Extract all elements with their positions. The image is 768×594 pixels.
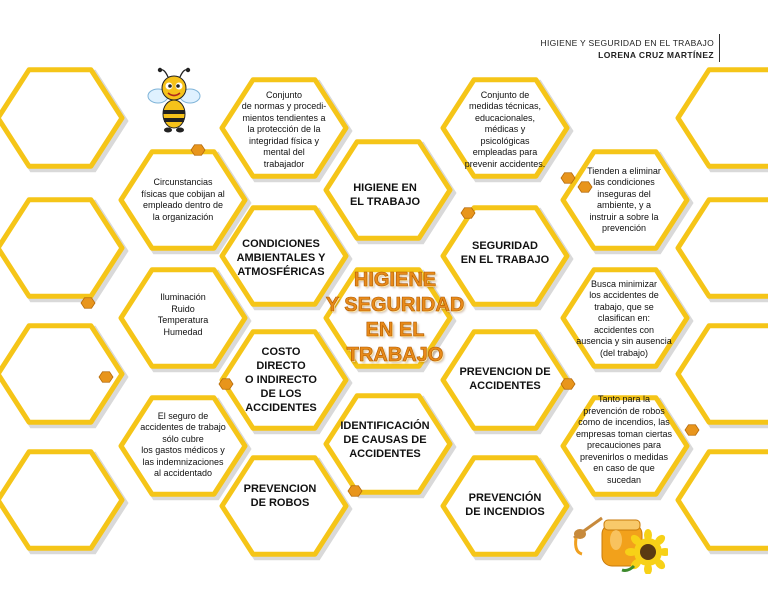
cell-identificacion: IDENTIFICACIÓN DE CAUSAS DE ACCIDENTES: [340, 420, 430, 460]
header-divider: [719, 34, 720, 62]
honey-drop-icon: [461, 208, 475, 219]
hex-cell: [678, 452, 768, 548]
cell-iluminacion: Iluminación Ruido Temperatura Humedad: [157, 292, 209, 337]
cell-higiene: HIGIENE EN EL TRABAJO: [349, 182, 421, 208]
cell-circunstancias: Circunstancias físicas que cobijan al empleado dentro de la organización: [141, 177, 225, 222]
cell-def-higiene: Conjunto de normas y procedi- mientos tendientes a la protección de la integridad física y mental del trabajador: [241, 89, 327, 169]
cell-condiciones: CONDICIONES AMBIENTALES Y ATMOSFÉRICAS: [236, 238, 326, 278]
cell-robos: PREVENCION DE ROBOS: [243, 483, 317, 509]
cell-eliminar: Tienden a eliminar las condiciones inseguras del ambiente, y a instruir a sobre la prevención: [587, 165, 661, 233]
hex-cell: [678, 70, 768, 166]
cell-costo: COSTO DIRECTO O INDIRECTO DE LOS ACCIDENTES: [245, 346, 317, 414]
central-title: HIGIENE Y SEGURIDAD EN EL TRABAJO: [325, 269, 465, 366]
page-header: [541, 37, 715, 61]
header-author: LORENA CRUZ MARTÍNEZ: [598, 50, 714, 60]
honey-drop-icon: [191, 145, 205, 156]
bee-icon: [146, 66, 202, 134]
honey-drop-icon: [99, 372, 113, 383]
cell-seguridad: SEGURIDAD EN EL TRABAJO: [460, 240, 550, 266]
hex-cell: [678, 200, 768, 296]
honey-drop-icon: [81, 298, 95, 309]
cell-minimizar: Busca minimizar los accidentes de trabajo, que se clasifican en: accidentes con ausencia y sin ausencia (del trabajo): [576, 278, 672, 358]
cell-incendios: PREVENCIÓN DE INCENDIOS: [465, 492, 545, 518]
honey-jar-icon: [572, 508, 668, 574]
cell-def-seguridad: Conjunto de medidas técnicas, educacionales, médicas y psicológicas empleadas para prevenir accidentes.: [464, 89, 546, 169]
hex-cell: [678, 326, 768, 422]
cell-prev-accidentes: PREVENCION DE ACCIDENTES: [459, 366, 551, 392]
cell-robos-desc: Tanto para la prevención de robos como de incendios, las empresas toman ciertas precauciones para prevenirlos o medidas en caso de que sucedan: [575, 394, 673, 485]
header-title: HIGIENE Y SEGURIDAD EN EL TRABAJO: [540, 38, 714, 48]
honey-drop-icon: [348, 486, 362, 497]
cell-seguro: El seguro de accidentes de trabajo sólo cubre los gastos médicos y las indemnizaciones al accidentado: [140, 410, 226, 478]
